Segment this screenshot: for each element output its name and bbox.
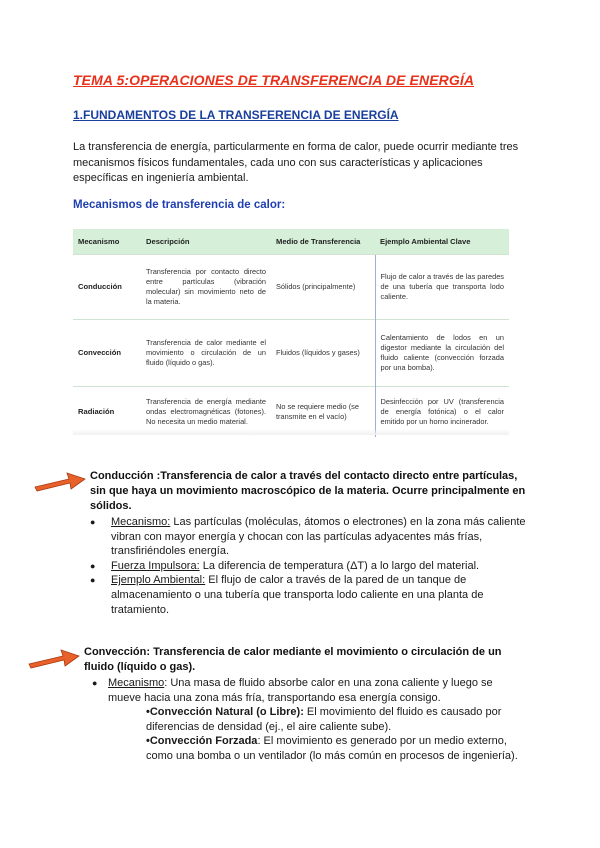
table-header: Ejemplo Ambiental Clave [375, 229, 509, 255]
bullet-text: La diferencia de temperatura (ΔT) a lo largo del material. [199, 559, 480, 572]
sub-item-label: •Convección Natural (o Libre): [146, 706, 304, 718]
bullet-icon: ● [90, 517, 96, 527]
conveccion-heading: Convección: Transferencia de calor mediante el movimiento o circulación de un fluido (líquido o gas). [84, 646, 502, 673]
table-cell-example: Desinfección por UV (transferencia de energía fotónica) o el calor emitido por un horno incinerador. [375, 387, 509, 438]
table-cell-mechanism: Conducción [73, 255, 141, 320]
bullet-text: Las partículas (moléculas, átomos o electrones) en la zona más caliente vibran con mayor energía y chocan con las partículas adyacentes más frías, transfiriéndoles energía. [111, 516, 526, 558]
section-heading: 1.FUNDAMENTOS DE LA TRANSFERENCIA DE ENERGÍA [73, 108, 399, 122]
page-title: TEMA 5:OPERACIONES DE TRANSFERENCIA DE ENERGÍA [73, 72, 475, 88]
table-cell-medium: No se requiere medio (se transmite en el vacío) [271, 387, 375, 438]
bullet-label: Ejemplo Ambiental: [111, 574, 206, 587]
sub-item-natural [146, 705, 524, 734]
table-cell-mechanism: Convección [73, 320, 141, 387]
table-cell-description: Transferencia por contacto directo entre partículas (vibración molecular) sin movimiento neto de la materia. [141, 255, 271, 320]
sub-item-label: •Convección Forzada [146, 735, 258, 747]
table-cell-example: Calentamiento de lodos en un digestor mediante la circulación del fluido caliente (convección forzada por una bomba). [375, 320, 509, 387]
sub-item-text: El movimiento del fluido es causado por diferencias de densidad (ej., el aire caliente sube). [146, 706, 502, 733]
bullet-label: Mecanismo [108, 677, 165, 689]
list-item [90, 573, 530, 617]
list-item [90, 559, 530, 574]
table-cell-mechanism: Radiación [73, 387, 141, 438]
conduccion-heading: Conducción :Transferencia de calor a través del contacto directo entre partículas, sin que haya un movimiento macroscópico de la materia. Ocurre principalmente en sólidos. [90, 470, 526, 512]
table-header: Medio de Transferencia [271, 229, 375, 255]
bullet-text: : Una masa de fluido absorbe calor en una zona caliente y luego se mueve hacia una zona más fría, transportando esa energía consigo. [108, 677, 493, 704]
bullet-text: El flujo de calor a través de la pared de un tanque de almacenamiento o una tubería que transporta lodo caliente en una planta de tratamiento. [111, 574, 484, 616]
conveccion-bullets [92, 676, 524, 705]
table-row [73, 255, 509, 320]
orange-arrow-icon [33, 470, 87, 492]
list-item [92, 676, 524, 705]
table-cell-example: Flujo de calor a través de las paredes de una tubería que transporta lodo caliente. [375, 255, 509, 320]
table-cell-description: Transferencia de calor mediante el movimiento o circulación de un fluido (líquido o gas). [141, 320, 271, 387]
bullet-label: Fuerza Impulsora: [111, 559, 200, 572]
orange-arrow-icon [27, 647, 81, 669]
table-cell-medium: Fluidos (líquidos y gases) [271, 320, 375, 387]
table-header: Descripción [141, 229, 271, 255]
table-row [73, 320, 509, 387]
bullet-icon: ● [90, 560, 96, 571]
list-item [90, 515, 530, 559]
bullet-label: Mecanismo: [111, 516, 171, 528]
bullet-icon: ● [92, 678, 98, 688]
sub-item-forzada [146, 734, 524, 763]
bullet-icon: ● [90, 575, 96, 586]
table-header: Mecanismo [73, 229, 141, 255]
table-bottom-shadow [73, 429, 509, 435]
table-cell-description: Transferencia de energía mediante ondas electromagnéticas (fotones). No necesita un medio material. [141, 387, 271, 438]
mechanisms-heading: Mecanismos de transferencia de calor: [73, 199, 286, 211]
table-cell-medium: Sólidos (principalmente) [271, 255, 375, 320]
mechanisms-table [73, 229, 509, 437]
intro-paragraph: La transferencia de energía, particularmente en forma de calor, puede ocurrir mediante tres mecanismos físicos fundamentales, cada uno con sus características y aplicaciones específicas en ingeniería ambiental. [73, 141, 519, 184]
sub-item-text: : El movimiento es generado por un medio externo, como una bomba o un ventilador (lo más común en procesos de ingeniería). [146, 735, 518, 762]
conduccion-bullets [90, 515, 530, 617]
table-header-row [73, 229, 509, 255]
